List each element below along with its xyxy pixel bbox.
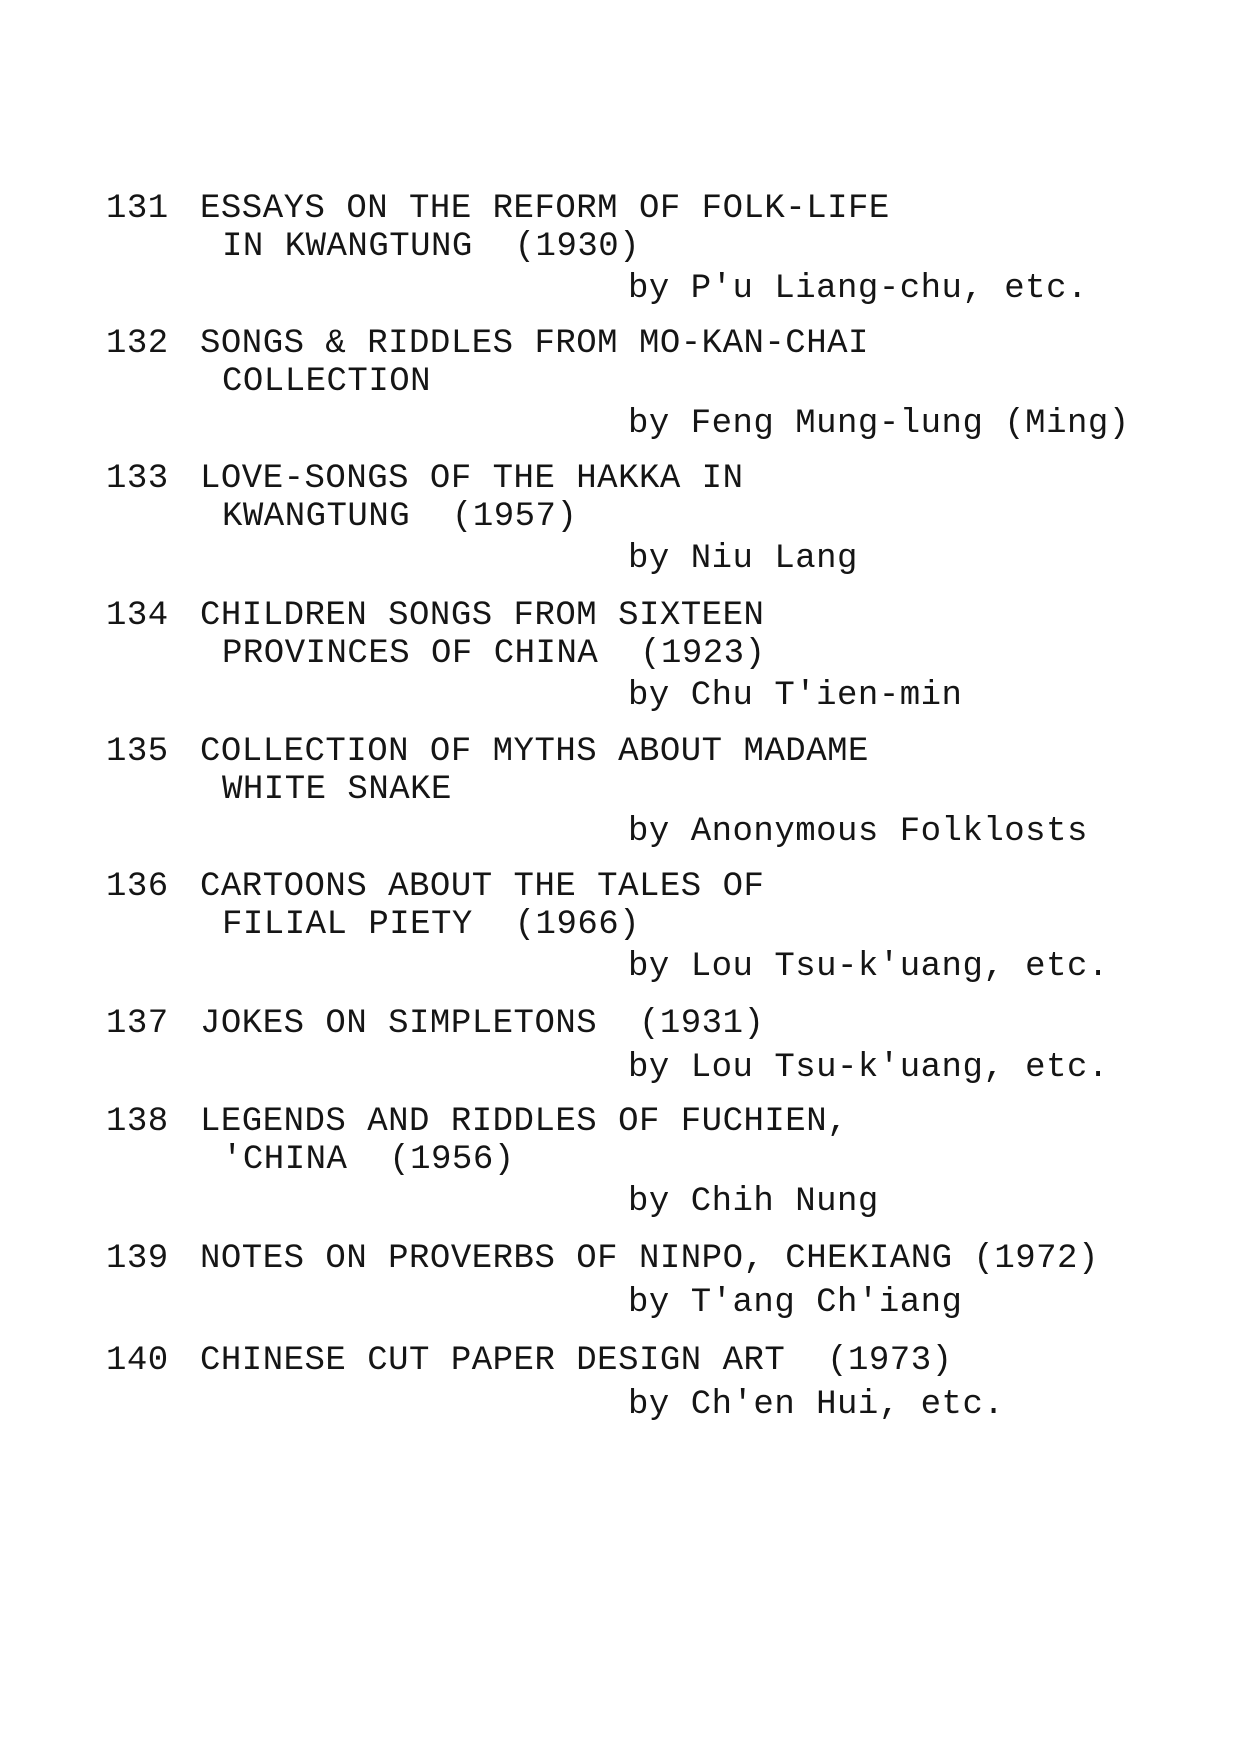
entry-title-line1: LOVE-SONGS OF THE HAKKA IN [200,460,744,498]
entry-title-line1: ESSAYS ON THE REFORM OF FOLK-LIFE [200,190,890,228]
entry-author: by Niu Lang [628,540,858,578]
entry-number: 131 [106,190,169,228]
entry-140 [0,1342,1240,1532]
entry-title-line2: 'CHINA (1956) [222,1141,515,1179]
entry-number: 138 [106,1103,169,1141]
entry-author: by Chih Nung [628,1183,879,1221]
entry-number: 134 [106,597,169,635]
entry-number: 140 [106,1342,169,1380]
entry-title-line2: WHITE SNAKE [222,771,452,809]
entry-author: by Chu T'ien-min [628,677,963,715]
entry-number: 136 [106,868,169,906]
entry-author: by T'ang Ch'iang [628,1284,963,1322]
entry-title-line2: IN KWANGTUNG (1930) [222,228,641,266]
entry-number: 132 [106,325,169,363]
entry-title-line2: COLLECTION [222,363,432,401]
entry-title-line1: SONGS & RIDDLES FROM MO-KAN-CHAI [200,325,869,363]
entry-title-line2: FILIAL PIETY (1966) [222,906,641,944]
entry-author: by P'u Liang-chu, etc. [628,270,1088,308]
entry-number: 139 [106,1240,169,1278]
entry-author: by Ch'en Hui, etc. [628,1386,1005,1424]
entry-title-line1: CARTOONS ABOUT THE TALES OF [200,868,765,906]
entry-title-line1: COLLECTION OF MYTHS ABOUT MADAME [200,733,869,771]
entry-number: 133 [106,460,169,498]
entry-title-line1: CHILDREN SONGS FROM SIXTEEN [200,597,765,635]
entry-author: by Lou Tsu-k'uang, etc. [628,1049,1109,1087]
entry-number: 135 [106,733,169,771]
entry-title-line1: LEGENDS AND RIDDLES OF FUCHIEN, [200,1103,849,1141]
entry-author: by Feng Mung-lung (Ming) [628,405,1130,443]
entry-author: by Lou Tsu-k'uang, etc. [628,948,1109,986]
entry-number: 137 [106,1005,169,1043]
entry-title-line1: JOKES ON SIMPLETONS (1931) [200,1005,765,1043]
entry-author: by Anonymous Folklosts [628,813,1088,851]
entry-title-line1: NOTES ON PROVERBS OF NINPO, CHEKIANG (1972) [200,1240,1099,1278]
entry-title-line2: KWANGTUNG (1957) [222,498,578,536]
entry-title-line1: CHINESE CUT PAPER DESIGN ART (1973) [200,1342,953,1380]
entry-title-line2: PROVINCES OF CHINA (1923) [222,635,766,673]
